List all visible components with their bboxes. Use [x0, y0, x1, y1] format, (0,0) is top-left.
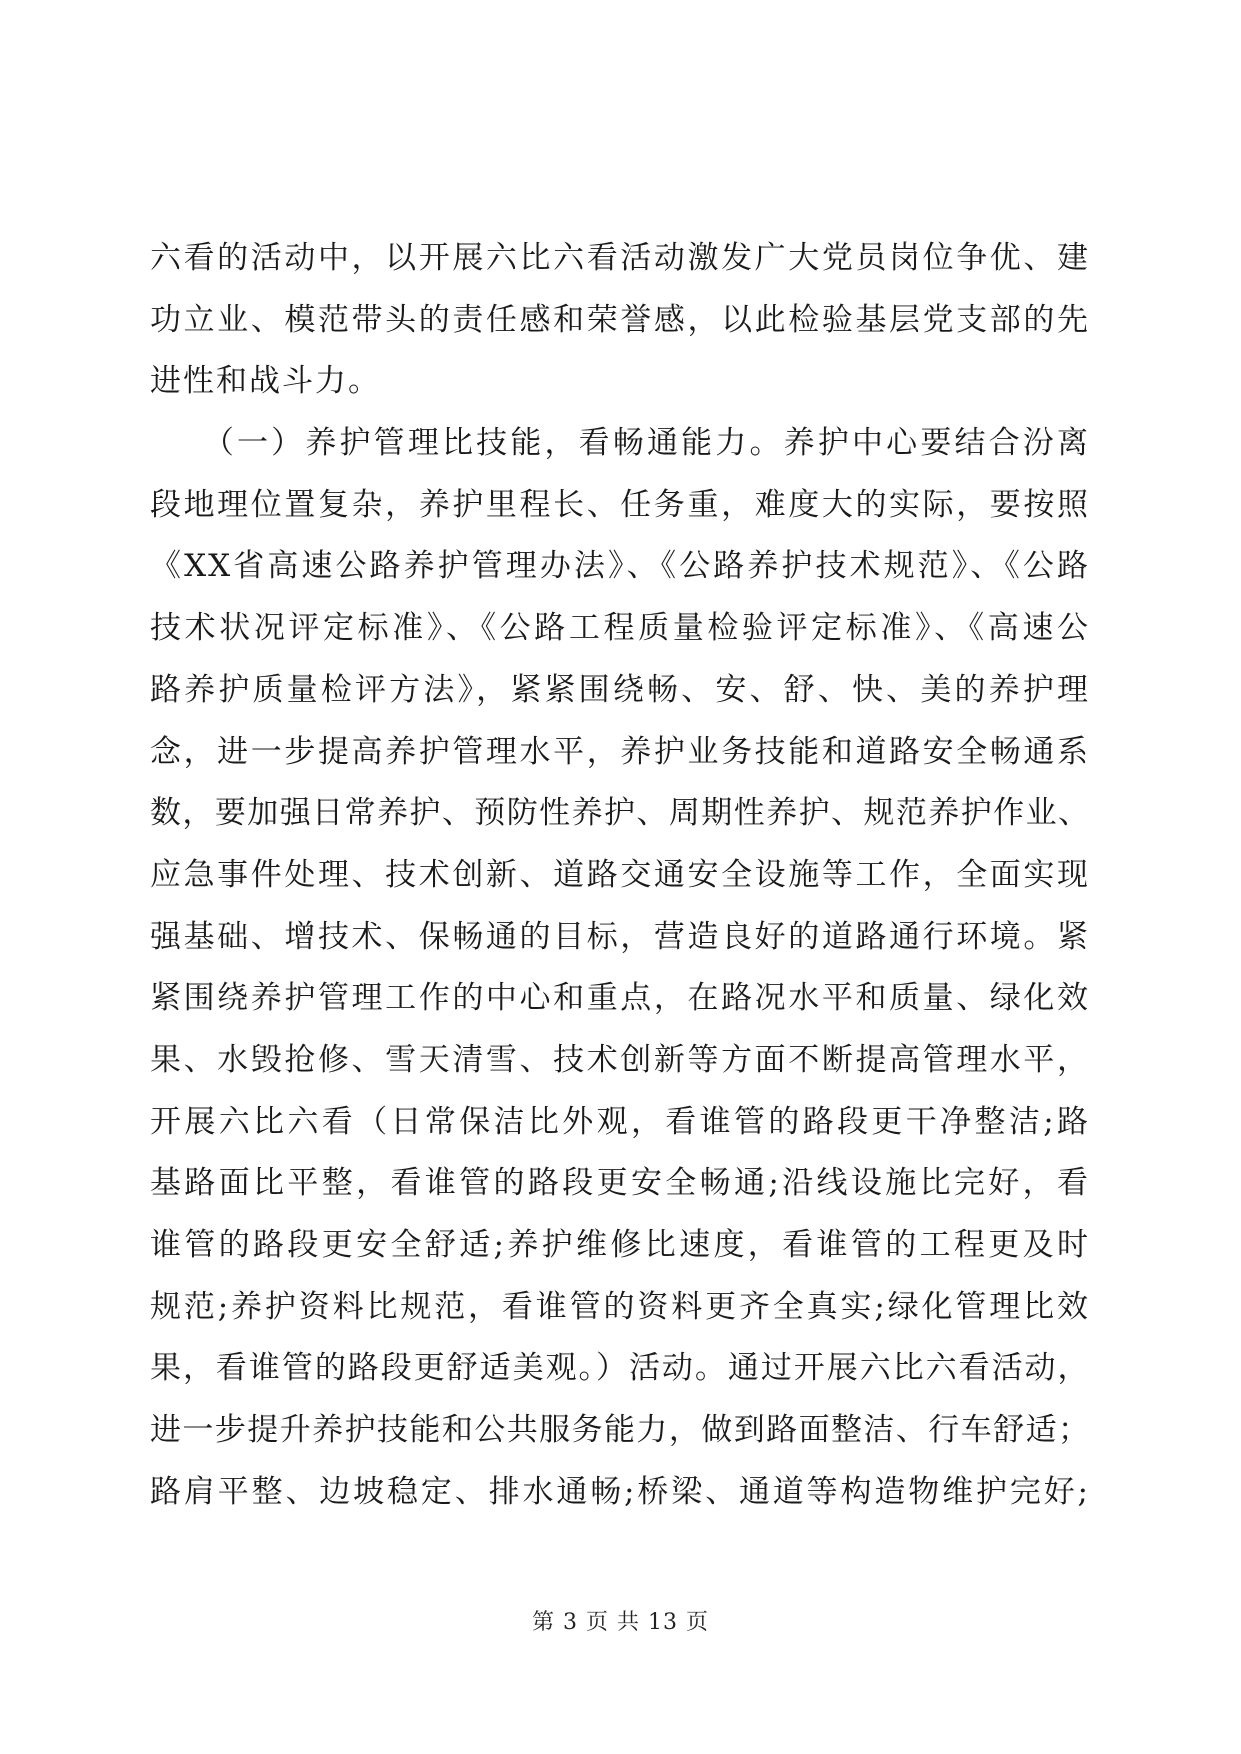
- text-line: 进一步提升养护技能和公共服务能力，做到路面整洁、行车舒适；: [150, 1412, 1090, 1449]
- text-line: 六看的活动中，以开展六比六看活动激发广大党员岗位争优、建: [150, 240, 1090, 276]
- text-line: 路肩平整、边坡稳定、排水通畅;桥梁、通道等构造物维护完好;: [150, 1473, 1090, 1510]
- body-text: [150, 228, 1090, 1523]
- text-line: 紧围绕养护管理工作的中心和重点，在路况水平和质量、绿化效: [150, 980, 1090, 1017]
- text-line: 强基础、增技术、保畅通的目标，营造良好的道路通行环境。紧: [150, 918, 1090, 955]
- text-line: 功立业、模范带头的责任感和荣誉感，以此检验基层党支部的先: [150, 301, 1090, 338]
- page-number-footer: 第 3 页 共 13 页: [532, 1610, 709, 1635]
- text-line: 果，看谁管的路段更舒适美观。）活动。通过开展六比六看活动，: [150, 1350, 1090, 1387]
- text-line: 谁管的路段更安全舒适;养护维修比速度，看谁管的工程更及时: [150, 1227, 1090, 1263]
- text-line: 路养护质量检评方法》，紧紧围绕畅、安、舒、快、美的养护理: [150, 671, 1090, 708]
- text-line: 果、水毁抢修、雪天清雪、技术创新等方面不断提高管理水平，: [150, 1041, 1090, 1078]
- text-line: 开展六比六看（日常保洁比外观，看谁管的路段更干净整洁;路: [150, 1103, 1090, 1140]
- text-line: 《XX省高速公路养护管理办法》、《公路养护技术规范》、《公路: [150, 548, 1090, 585]
- text-line: 基路面比平整，看谁管的路段更安全畅通;沿线设施比完好，看: [150, 1165, 1090, 1202]
- text-line: 段地理位置复杂，养护里程长、任务重，难度大的实际，要按照: [150, 486, 1090, 523]
- text-line: 进性和战斗力。: [150, 363, 381, 400]
- text-line: 技术状况评定标准》、《公路工程质量检验评定标准》、《高速公: [150, 610, 1090, 647]
- text-line: 念，进一步提高养护管理水平，养护业务技能和道路安全畅通系: [150, 733, 1090, 770]
- text-line: 应急事件处理、技术创新、道路交通安全设施等工作，全面实现: [150, 856, 1090, 893]
- text-line: 规范;养护资料比规范，看谁管的资料更齐全真实;绿化管理比效: [150, 1288, 1090, 1325]
- text-line: （一）养护管理比技能，看畅通能力。养护中心要结合汾离: [150, 425, 1090, 462]
- text-line: 数，要加强日常养护、预防性养护、周期性养护、规范养护作业、: [150, 795, 1090, 832]
